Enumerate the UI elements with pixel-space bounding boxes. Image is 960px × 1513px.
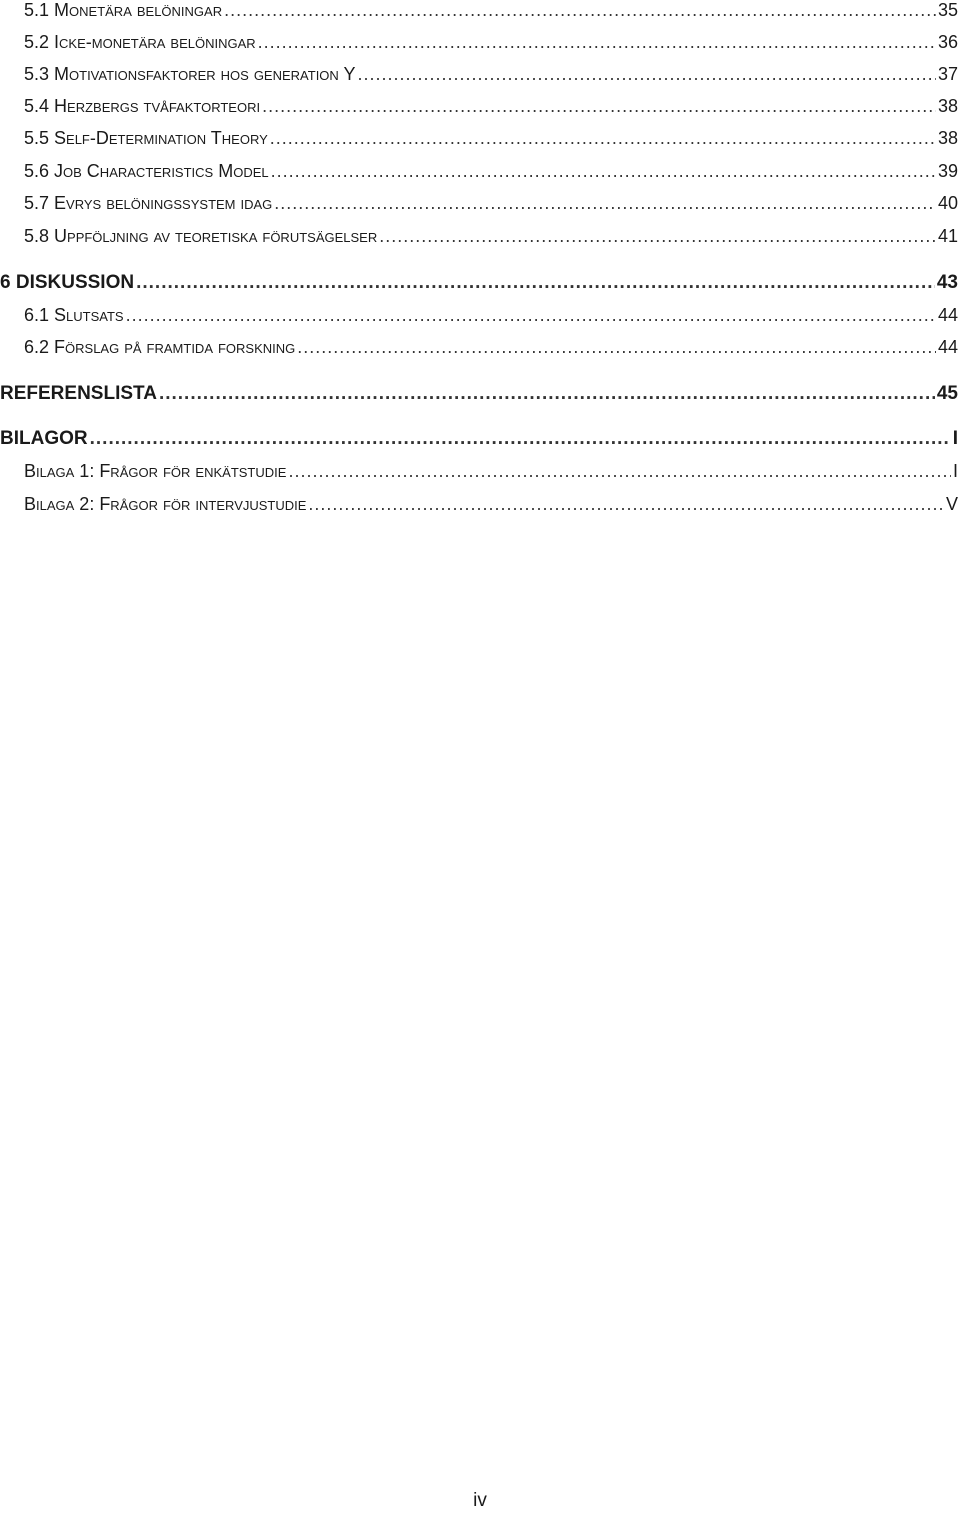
toc-leader-dots — [271, 161, 936, 182]
toc-entry-title: Bilaga 1: Frågor för enkätstudie — [24, 461, 287, 481]
toc-leader-dots — [136, 272, 935, 294]
toc-entry-page: 38 — [937, 128, 958, 148]
toc-entry-5-6[interactable] — [0, 161, 958, 182]
toc-entry-title: 5.1 Monetära belöningar — [24, 0, 223, 20]
toc-entry-title: 5.8 Uppföljning av teoretiska förutsägelser — [24, 226, 378, 246]
toc-entry-page: I — [952, 428, 958, 449]
toc-entry-6-2[interactable] — [0, 337, 958, 358]
toc-entry-bilaga-2[interactable] — [0, 494, 958, 515]
toc-leader-dots — [308, 494, 944, 515]
toc-entry-bilaga-1[interactable] — [0, 461, 958, 482]
toc-entry-bilagor[interactable] — [0, 428, 958, 450]
toc-leader-dots — [224, 0, 936, 21]
toc-entry-page: 36 — [937, 32, 958, 52]
toc-entry-5-8[interactable] — [0, 226, 958, 247]
toc-entry-title: 5.3 Motivationsfaktorer hos generation Y — [24, 64, 356, 84]
toc-entry-referenslista[interactable] — [0, 383, 958, 405]
toc-entry-page: 43 — [936, 272, 958, 293]
toc-entry-title: BILAGOR — [0, 428, 88, 449]
toc-entry-page: 44 — [937, 305, 958, 325]
toc-entry-page: 41 — [937, 226, 958, 246]
toc-leader-dots — [358, 64, 936, 85]
toc-leader-dots — [379, 226, 936, 247]
toc-entry-page: 44 — [937, 337, 958, 357]
toc-leader-dots — [126, 305, 936, 326]
toc-entry-page: 37 — [937, 64, 958, 84]
toc-leader-dots — [270, 128, 936, 149]
toc-entry-title: 6.1 Slutsats — [24, 305, 124, 325]
toc-entry-page: V — [945, 494, 958, 514]
toc-leader-dots — [262, 96, 936, 117]
toc-leader-dots — [288, 461, 951, 482]
toc-entry-page: 35 — [937, 0, 958, 20]
toc-entry-6[interactable] — [0, 272, 958, 294]
toc-entry-page: 45 — [936, 383, 958, 404]
toc-entry-page: 39 — [937, 161, 958, 181]
toc-entry-title: 5.4 Herzbergs tvåfaktorteori — [24, 96, 261, 116]
toc-entry-title: 5.5 Self-Determination Theory — [24, 128, 268, 148]
toc-entry-title: 5.7 Evrys belöningssystem idag — [24, 193, 273, 213]
toc-entry-title: 6.2 Förslag på framtida forskning — [24, 337, 296, 357]
page-number: iv — [473, 1490, 487, 1511]
toc-entry-page: 38 — [937, 96, 958, 116]
toc-entry-6-1[interactable] — [0, 305, 958, 326]
toc-entry-5-7[interactable] — [0, 193, 958, 214]
toc-leader-dots — [159, 383, 935, 405]
toc-leader-dots — [258, 32, 936, 53]
toc-entry-5-4[interactable] — [0, 96, 958, 117]
toc-entry-title: 5.2 Icke-monetära belöningar — [24, 32, 256, 52]
toc-entry-title: 6 DISKUSSION — [0, 272, 135, 293]
toc-entry-title: REFERENSLISTA — [0, 383, 157, 404]
toc-entry-5-3[interactable] — [0, 64, 958, 85]
toc-entry-page: I — [952, 461, 958, 481]
toc-entry-title: Bilaga 2: Frågor för intervjustudie — [24, 494, 307, 514]
toc-entry-5-1[interactable] — [0, 0, 958, 21]
toc-leader-dots — [274, 193, 936, 214]
toc-entry-title: 5.6 Job Characteristics Model — [24, 161, 269, 181]
toc-entry-5-5[interactable] — [0, 128, 958, 149]
toc-entry-5-2[interactable] — [0, 32, 958, 53]
toc-leader-dots — [90, 428, 951, 450]
toc-leader-dots — [297, 337, 936, 358]
toc-entry-page: 40 — [937, 193, 958, 213]
